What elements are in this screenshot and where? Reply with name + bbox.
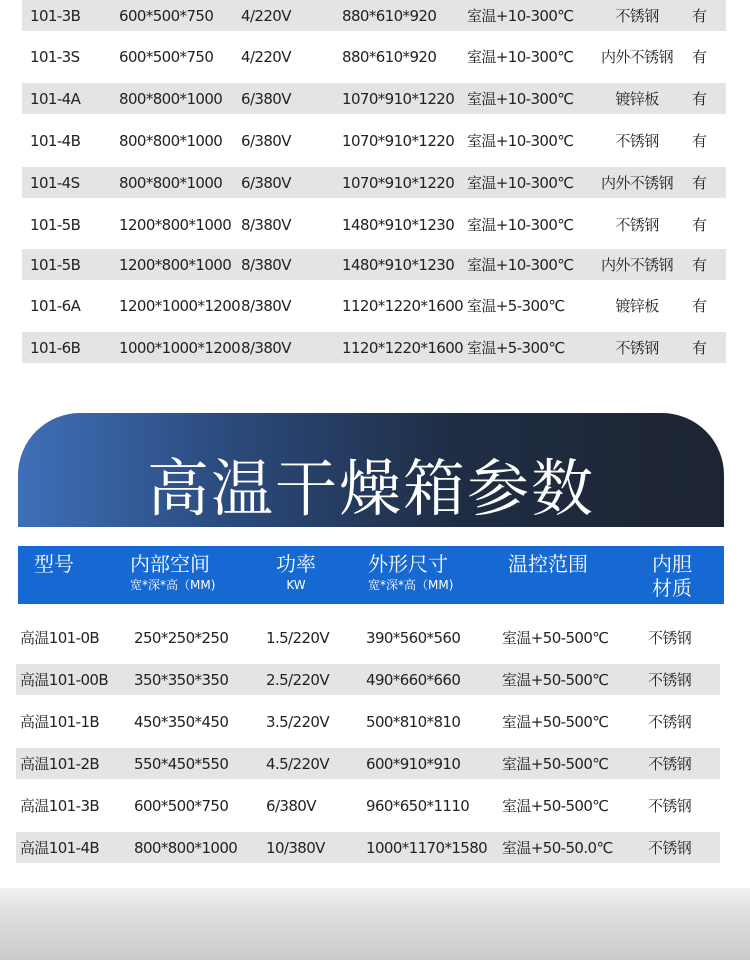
table-cell: 101-4S: [30, 173, 80, 192]
table-cell: 室温+10-300℃: [467, 90, 574, 108]
table-cell: 1480*910*1230: [342, 255, 455, 274]
section-title: 高温干燥箱参数: [146, 452, 595, 525]
table-cell: 室温+50-500℃: [502, 713, 609, 731]
table-cell: 有: [692, 339, 707, 357]
table-cell: 1200*1000*1200: [119, 296, 241, 315]
table-cell: 高温101-3B: [20, 797, 100, 815]
table-row: [16, 832, 720, 863]
table-row: [22, 290, 726, 321]
table-cell: 室温+10-300℃: [467, 216, 574, 234]
table-cell: 不锈钢: [648, 671, 692, 689]
table-cell: 4/220V: [241, 47, 291, 66]
table-cell: 不锈钢: [615, 132, 659, 150]
table-cell: 室温+50-500℃: [502, 671, 609, 689]
table-cell: 1120*1220*1600: [342, 338, 464, 357]
header-power: 功率 KW: [276, 552, 316, 592]
table-header: [18, 546, 724, 604]
table-cell: 室温+10-300℃: [467, 7, 574, 25]
table-cell: 不锈钢: [648, 713, 692, 731]
header-liner-material: 内胆 材质: [652, 552, 692, 600]
table-cell: 101-5B: [30, 215, 81, 234]
table-cell: 800*800*1000: [119, 89, 223, 108]
table-cell: 8/380V: [241, 338, 291, 357]
table-cell: 不锈钢: [648, 629, 692, 647]
table-cell: 室温+50-50.0℃: [502, 839, 613, 857]
table-cell: 有: [692, 48, 707, 66]
table-cell: 镀锌板: [615, 90, 659, 108]
table-row: [16, 748, 720, 779]
table-cell: 室温+5-300℃: [467, 339, 565, 357]
table-cell: 800*800*1000: [119, 173, 223, 192]
table-cell: 不锈钢: [615, 7, 659, 25]
table-cell: 室温+10-300℃: [467, 132, 574, 150]
table-cell: 室温+50-500℃: [502, 629, 609, 647]
table-cell: 有: [692, 90, 707, 108]
table-cell: 3.5/220V: [266, 712, 330, 731]
table-cell: 内外不锈钢: [600, 48, 673, 66]
table-cell: 2.5/220V: [266, 670, 330, 689]
table-cell: 880*610*920: [342, 47, 437, 66]
table-cell: 6/380V: [241, 173, 291, 192]
table-cell: 室温+50-500℃: [502, 797, 609, 815]
table-cell: 6/380V: [241, 89, 291, 108]
table-cell: 10/380V: [266, 838, 325, 857]
table-cell: 1200*800*1000: [119, 255, 232, 274]
table-cell: 1000*1000*1200: [119, 338, 241, 357]
table-row: [22, 83, 726, 114]
table-cell: 有: [692, 7, 707, 25]
table-cell: 室温+10-300℃: [467, 48, 574, 66]
table-cell: 有: [692, 132, 707, 150]
table-cell: 800*800*1000: [119, 131, 223, 150]
section-banner: [18, 413, 724, 527]
table-cell: 高温101-1B: [20, 713, 100, 731]
table-cell: 有: [692, 216, 707, 234]
table-cell: 101-4A: [30, 89, 81, 108]
table-row: [22, 249, 726, 280]
table-cell: 350*350*350: [134, 670, 229, 689]
table-cell: 不锈钢: [648, 755, 692, 773]
table-cell: 高温101-00B: [20, 671, 109, 689]
table-cell: 室温+5-300℃: [467, 297, 565, 315]
table-cell: 1480*910*1230: [342, 215, 455, 234]
table-row: [22, 41, 726, 72]
table-cell: 不锈钢: [615, 216, 659, 234]
table-row: [22, 125, 726, 156]
table-cell: 1000*1170*1580: [366, 838, 488, 857]
table-cell: 880*610*920: [342, 6, 437, 25]
table-cell: 6/380V: [266, 796, 316, 815]
table-cell: 250*250*250: [134, 628, 229, 647]
table-cell: 1120*1220*1600: [342, 296, 464, 315]
header-model: 型号: [34, 552, 74, 576]
table-cell: 8/380V: [241, 296, 291, 315]
table-cell: 550*450*550: [134, 754, 229, 773]
table-cell: 1.5/220V: [266, 628, 330, 647]
header-temp-range: 温控范围: [508, 552, 588, 576]
table-cell: 960*650*1110: [366, 796, 470, 815]
table-cell: 有: [692, 174, 707, 192]
table-cell: 不锈钢: [648, 797, 692, 815]
table-cell: 1200*800*1000: [119, 215, 232, 234]
table-cell: 390*560*560: [366, 628, 461, 647]
table-row: [22, 332, 726, 363]
table-row: [22, 0, 726, 31]
table-cell: 有: [692, 297, 707, 315]
header-outer-size: 外形尺寸 宽*深*高（MM): [368, 552, 454, 592]
table-row: [16, 664, 720, 695]
table-row: [16, 790, 720, 821]
table-cell: 有: [692, 256, 707, 274]
table-cell: 4/220V: [241, 6, 291, 25]
table-cell: 6/380V: [241, 131, 291, 150]
header-inner-space: 内部空间 宽*深*高（MM): [130, 552, 216, 592]
table-cell: 101-3S: [30, 47, 80, 66]
table-cell: 101-4B: [30, 131, 81, 150]
bottom-decorative-strip: [0, 888, 750, 960]
table-cell: 600*500*750: [134, 796, 229, 815]
table-cell: 镀锌板: [615, 297, 659, 315]
table-cell: 内外不锈钢: [600, 174, 673, 192]
table-cell: 8/380V: [241, 255, 291, 274]
table-cell: 8/380V: [241, 215, 291, 234]
table-cell: 高温101-2B: [20, 755, 100, 773]
table-cell: 101-3B: [30, 6, 81, 25]
table-row: [16, 706, 720, 737]
table-cell: 450*350*450: [134, 712, 229, 731]
table-cell: 490*660*660: [366, 670, 461, 689]
table-cell: 101-6A: [30, 296, 81, 315]
table-cell: 4.5/220V: [266, 754, 330, 773]
table-cell: 室温+10-300℃: [467, 174, 574, 192]
table-cell: 600*910*910: [366, 754, 461, 773]
table-cell: 600*500*750: [119, 47, 214, 66]
table-cell: 内外不锈钢: [600, 256, 673, 274]
table-cell: 1070*910*1220: [342, 173, 455, 192]
table-row: [22, 209, 726, 240]
table-row: [22, 167, 726, 198]
table-cell: 不锈钢: [648, 839, 692, 857]
table-cell: 800*800*1000: [134, 838, 238, 857]
table-cell: 600*500*750: [119, 6, 214, 25]
table-cell: 1070*910*1220: [342, 131, 455, 150]
table-cell: 101-6B: [30, 338, 81, 357]
table-cell: 不锈钢: [615, 339, 659, 357]
table-cell: 高温101-0B: [20, 629, 100, 647]
table-cell: 1070*910*1220: [342, 89, 455, 108]
table-cell: 500*810*810: [366, 712, 461, 731]
table-cell: 101-5B: [30, 255, 81, 274]
table-cell: 室温+10-300℃: [467, 256, 574, 274]
table-cell: 室温+50-500℃: [502, 755, 609, 773]
table-cell: 高温101-4B: [20, 839, 100, 857]
table-row: [16, 622, 720, 653]
